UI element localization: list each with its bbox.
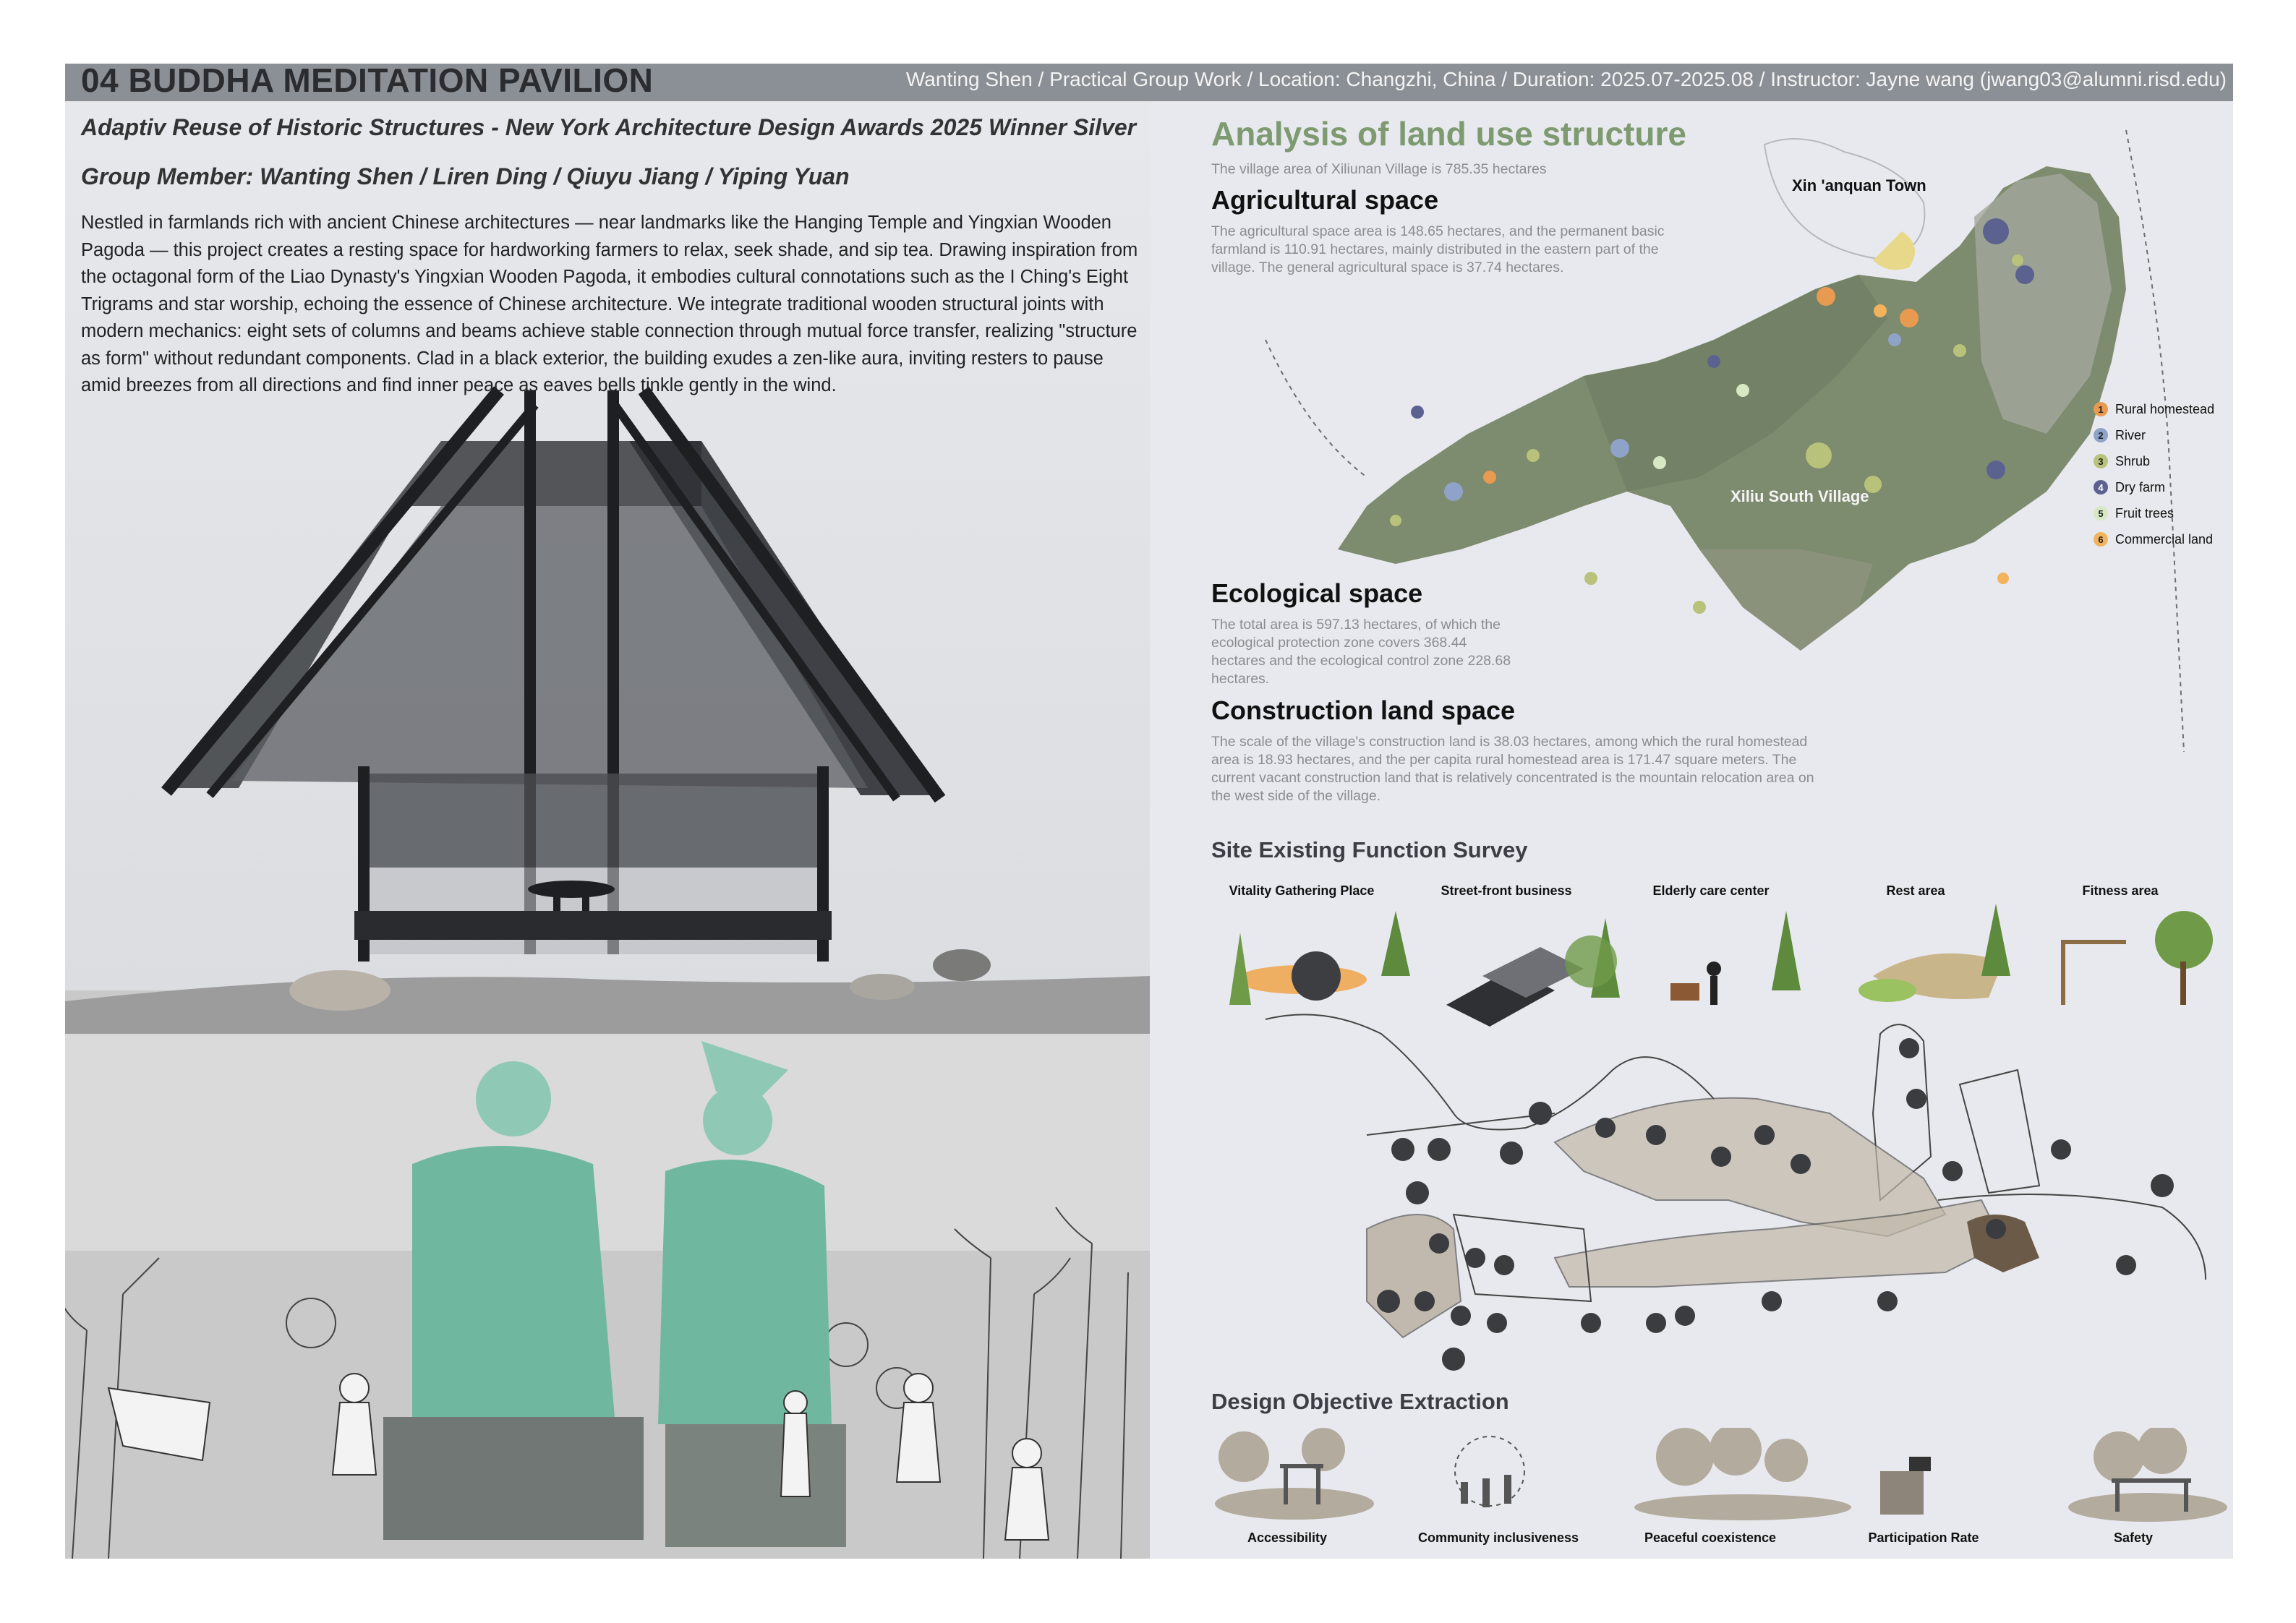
legend-item	[2094, 474, 2214, 500]
map-legend	[2094, 396, 2214, 552]
map-label-village: Xiliu South Village	[1730, 487, 1869, 505]
survey-label-rest-area: Rest area	[1886, 883, 1945, 898]
agricultural-space-heading: Agricultural space	[1211, 185, 1439, 215]
pavilion-body	[354, 766, 832, 962]
analysis-title: Analysis of land use structure	[1211, 115, 1686, 153]
group-members: Group Member: Wanting Shen / Liren Ding / Qiuyu Jiang / Yiping Yuan	[81, 163, 850, 189]
objective-label-accessibility: Accessibility	[1247, 1530, 1328, 1545]
survey-title: Site Existing Function Survey	[1211, 837, 1528, 862]
legend-dot: 5	[2094, 506, 2108, 521]
survey-vignettes	[1229, 904, 2213, 1027]
project-credits: Wanting Shen / Practical Group Work / Location: Changzhi, China / Duration: 2025.07-2025.08 / Instructor: Jayne wang (jwang03@alumni.risd.edu)	[905, 68, 2227, 90]
page-title: 04 BUDDHA MEDITATION PAVILION	[81, 61, 654, 99]
legend-label: Rural homestead	[2115, 401, 2215, 416]
legend-dot: 1	[2094, 402, 2108, 416]
site-plan	[1266, 1014, 2206, 1371]
ecological-space-heading: Ecological space	[1211, 578, 1423, 608]
legend-label: Commercial land	[2115, 531, 2214, 547]
objectives-title: Design Objective Extraction	[1211, 1389, 1509, 1414]
site-survey-plan	[1150, 896, 2233, 1417]
legend-item	[2094, 422, 2214, 448]
legend-label: Shrub	[2115, 453, 2151, 468]
legend-label: River	[2115, 427, 2146, 442]
legend-label: Dry farm	[2115, 479, 2165, 494]
legend-dot: 4	[2094, 480, 2108, 494]
ecological-space-text: The total area is 597.13 hectares, of which the ecological protection zone covers 368.44 hectares and the ecological control zone 228.68 hectares.	[1211, 617, 1511, 687]
survey-label-fitness: Fitness area	[2082, 883, 2159, 898]
objective-vignettes	[1150, 1428, 2233, 1525]
objective-label-peaceful: Peaceful coexistence	[1644, 1530, 1777, 1545]
project-description: Nestled in farmlands rich with ancient Chinese architectures — near landmarks like the Hanging Temple and Yingxian Wooden Pagoda — this project creates a resting space for hardworking farmers to relax, seek shade, and sip tea. Drawing inspiration from the octagonal form of the Liao Dynasty's Yingxian Wooden Pagoda, it embodies cultural connotations such as the I Ching's Eight Trigrams and star worship, echoing the essence of Chinese architecture. We integrate traditional wooden structural joints with modern mechanics: eight sets of columns and beams achieve stable connection through mutual force transfer, realizing "structure as form" without redundant components. Clad in a black exterior, the building exudes a zen-like aura, inviting resters to pause amid breezes from all directions and find inner peace as eaves bells tinkle gently in the wind.	[81, 213, 1138, 395]
objective-label-participation: Participation Rate	[1868, 1530, 1979, 1545]
analysis-intro: The village area of Xiliunan Village is 785.35 hectares	[1211, 161, 1547, 177]
legend-dot: 2	[2094, 428, 2108, 442]
survey-label-elderly-care: Elderly care center	[1652, 883, 1770, 898]
legend-item	[2094, 500, 2214, 526]
survey-label-street-front: Street-front business	[1441, 883, 1572, 898]
objective-label-community: Community inclusiveness	[1417, 1530, 1579, 1545]
map-label-town: Xin 'anquan Town	[1792, 176, 1926, 194]
objective-label-safety: Safety	[2113, 1530, 2154, 1545]
legend-dot: 3	[2094, 454, 2108, 468]
award-subtitle: Adaptiv Reuse of Historic Structures - New York Architecture Design Awards 2025 Winner Silver	[81, 114, 1137, 140]
legend-item	[2094, 448, 2214, 474]
survey-label-vitality: Vitality Gathering Place	[1229, 883, 1375, 898]
agricultural-space-text: The agricultural space area is 148.65 hectares, and the permanent basic farmland is 110.91 hectares, mainly distributed in the eastern part of the village. The general agricultural space is 37.74 hectares.	[1211, 223, 1665, 275]
legend-item	[2094, 396, 2214, 422]
legend-item	[2094, 526, 2214, 552]
legend-label: Fruit trees	[2115, 505, 2175, 521]
construction-land-text: The scale of the village's construction land is 38.03 hectares, among which the rural homestead area is 18.93 hectares, and the per capita rural homestead area is 171.47 square meters. The current vacant construction land that is relatively concentrated is the mountain relocation area on the west side of the village.	[1211, 734, 1814, 804]
construction-land-heading: Construction land space	[1211, 695, 1516, 725]
legend-dot: 6	[2094, 532, 2108, 547]
